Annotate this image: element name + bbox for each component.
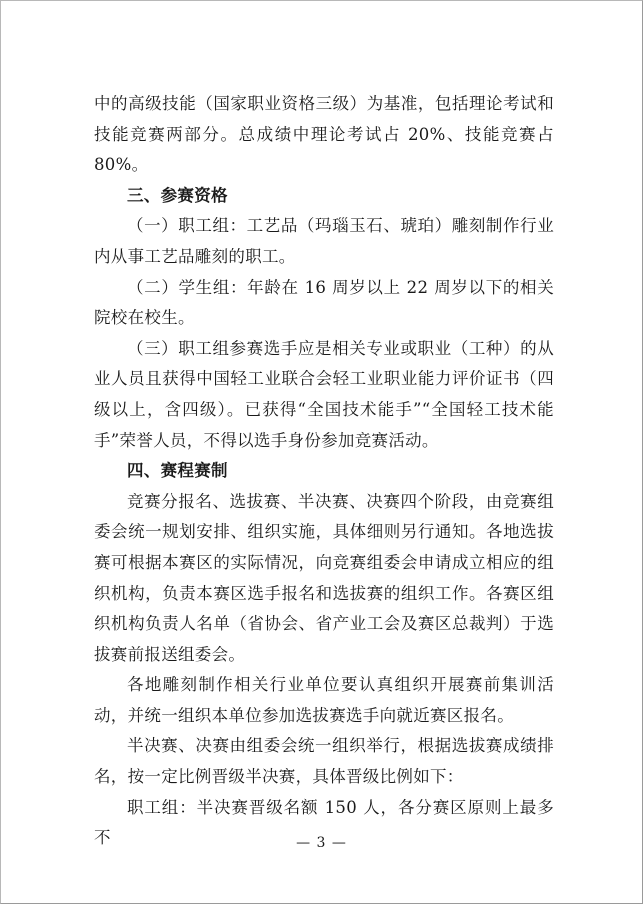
paragraph-worker-group: （一）职工组：工艺品（玛瑙玉石、琥珀）雕刻制作行业内从事工艺品雕刻的职工。 bbox=[94, 216, 554, 266]
page-number: — 3 — bbox=[296, 835, 347, 851]
paragraph-finals: 半决赛、决赛由组委会统一组织举行，根据选拔赛成绩排名，按一定比例晋级半决赛，具体晋级比例如下： bbox=[94, 736, 554, 787]
paragraph-worker-quota: 职工组：半决赛晋级名额 150 人，各分赛区原则上最多不 bbox=[94, 797, 554, 848]
section-heading-eligibility: 三、参赛资格 bbox=[127, 185, 228, 205]
document-body bbox=[94, 89, 554, 854]
paragraph-continued: 中的高级技能（国家职业资格三级）为基准，包括理论考试和技能竞赛两部分。总成绩中理论考试占 20%、技能竞赛占 80%。 bbox=[94, 94, 554, 175]
section-heading-schedule: 四、赛程赛制 bbox=[127, 461, 228, 481]
paragraph-worker-requirements: （三）职工组参赛选手应是相关专业或职业（工种）的从业人员且获得中国轻工业联合会轻工业职业能力评价证书（四级以上，含四级）。已获得“全国技术能手”“全国轻工技术能手”荣誉人员，不得以选手身份参加竞赛活动。 bbox=[94, 338, 554, 450]
paragraph-competition-stages: 竞赛分报名、选拔赛、半决赛、决赛四个阶段，由竞赛组委会统一规划安排、组织实施，具体细则另行通知。各地选拔赛可根据本赛区的实际情况，向竞赛组委会申请成立相应的组织机构，负责本赛区选手报名和选拔赛的组织工作。各赛区组织机构负责人名单（省协会、省产业工会及赛区总裁判）于选拔赛前报送组委会。 bbox=[94, 491, 554, 664]
paragraph-student-group: （二）学生组：年龄在 16 周岁以上 22 周岁以下的相关院校在校生。 bbox=[94, 277, 554, 328]
paragraph-training: 各地雕刻制作相关行业单位要认真组织开展赛前集训活动，并统一组织本单位参加选拔赛选手向就近赛区报名。 bbox=[94, 675, 554, 725]
